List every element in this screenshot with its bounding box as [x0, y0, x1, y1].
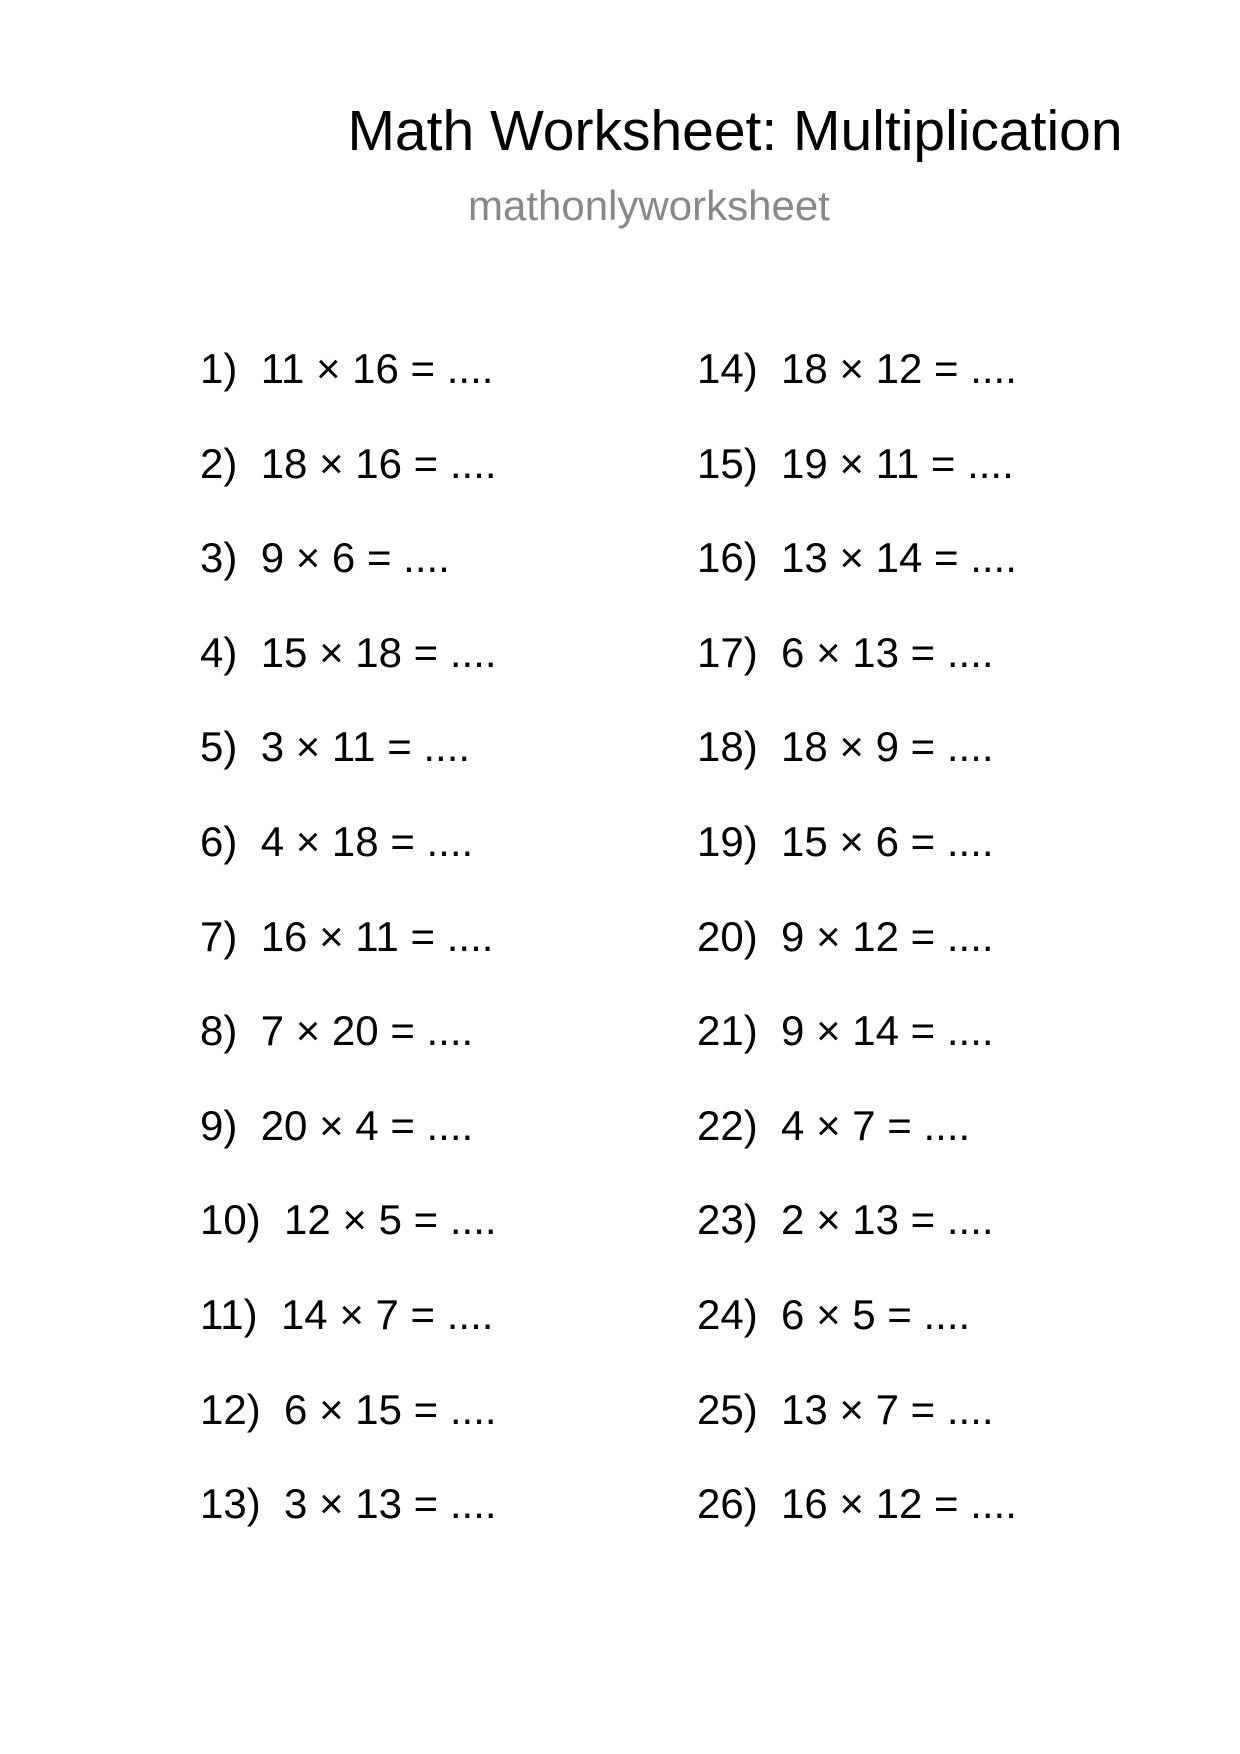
problem-item	[200, 1384, 680, 1479]
problem-item	[697, 1384, 1177, 1479]
problem-number: 7)	[200, 912, 238, 960]
problem-expression: 15 × 6 = ....	[781, 817, 994, 865]
problem-item	[697, 1005, 1177, 1100]
problem-item	[697, 438, 1177, 533]
problem-expression: 9 × 6 = ....	[260, 534, 450, 582]
problem-item	[200, 532, 680, 627]
problem-expression: 18 × 9 = ....	[781, 723, 994, 771]
problem-number: 23)	[697, 1196, 758, 1244]
problem-expression: 9 × 14 = ....	[781, 1007, 994, 1055]
problem-item	[200, 1478, 680, 1573]
problem-number: 9)	[200, 1101, 238, 1149]
problem-number: 12)	[200, 1385, 261, 1433]
problem-number: 10)	[200, 1196, 261, 1244]
problem-item	[697, 1478, 1177, 1573]
problem-item	[697, 1100, 1177, 1195]
problem-expression: 3 × 13 = ....	[284, 1480, 497, 1528]
problem-item	[697, 911, 1177, 1006]
problem-item	[697, 532, 1177, 627]
problem-expression: 7 × 20 = ....	[260, 1007, 474, 1055]
problem-expression: 9 × 12 = ....	[781, 912, 994, 960]
problem-item	[200, 911, 680, 1006]
problem-column-left	[200, 343, 680, 1573]
problem-item	[200, 1005, 680, 1100]
problem-expression: 6 × 15 = ....	[284, 1385, 497, 1433]
problem-number: 18)	[697, 723, 758, 771]
problem-number: 17)	[697, 628, 758, 676]
problem-item	[697, 816, 1177, 911]
problem-number: 4)	[200, 628, 238, 676]
problem-item	[200, 1289, 680, 1384]
problem-number: 20)	[697, 912, 758, 960]
problem-expression: 16 × 12 = ....	[781, 1480, 1017, 1528]
problem-column-right	[697, 343, 1177, 1573]
problem-item	[200, 343, 680, 438]
problem-number: 15)	[697, 439, 758, 487]
problem-item	[200, 1194, 680, 1289]
problem-number: 24)	[697, 1290, 758, 1338]
problem-item	[200, 438, 680, 533]
problem-number: 8)	[200, 1007, 238, 1055]
problem-number: 6)	[200, 817, 238, 865]
problem-number: 16)	[697, 534, 758, 582]
problem-expression: 3 × 11 = ....	[260, 723, 471, 771]
problem-number: 22)	[697, 1101, 758, 1149]
problem-expression: 11 × 16 = ....	[260, 345, 494, 392]
problem-item	[200, 627, 680, 722]
problem-number: 13)	[200, 1480, 261, 1528]
problem-expression: 18 × 16 = ....	[260, 439, 497, 487]
problem-expression: 13 × 14 = ....	[781, 534, 1017, 582]
problem-item	[200, 721, 680, 816]
problem-item	[200, 1100, 680, 1195]
problem-number: 2)	[200, 439, 238, 487]
page-title: Math Worksheet: Multiplication	[347, 99, 1123, 163]
problem-number: 1)	[200, 345, 238, 392]
problem-expression: 14 × 7 = ....	[280, 1290, 494, 1338]
problem-item	[697, 721, 1177, 816]
problem-expression: 16 × 11 = ....	[260, 912, 494, 960]
problem-number: 19)	[697, 817, 758, 865]
problem-number: 21)	[697, 1007, 758, 1055]
problem-number: 26)	[697, 1480, 758, 1528]
problem-expression: 20 × 4 = ....	[260, 1101, 474, 1149]
problem-expression: 4 × 18 = ....	[260, 817, 474, 865]
problem-item	[697, 627, 1177, 722]
subtitle: mathonlyworksheet	[468, 182, 830, 229]
problem-expression: 2 × 13 = ....	[781, 1196, 994, 1244]
problem-item	[697, 1194, 1177, 1289]
problem-number: 14)	[697, 345, 758, 392]
problem-number: 25)	[697, 1385, 758, 1433]
problem-expression: 12 × 5 = ....	[284, 1196, 497, 1244]
problem-item	[200, 816, 680, 911]
problem-number: 3)	[200, 534, 238, 582]
problem-item	[697, 1289, 1177, 1384]
problem-number: 11)	[200, 1290, 258, 1338]
problem-expression: 13 × 7 = ....	[781, 1385, 994, 1433]
problem-expression: 18 × 12 = ....	[781, 345, 1017, 392]
problem-expression: 4 × 7 = ....	[781, 1101, 971, 1149]
problem-number: 5)	[200, 723, 238, 771]
problem-expression: 15 × 18 = ....	[260, 628, 497, 676]
problem-item	[697, 343, 1177, 438]
problem-expression: 6 × 13 = ....	[781, 628, 994, 676]
problem-expression: 19 × 11 = ....	[781, 439, 1014, 487]
problem-expression: 6 × 5 = ....	[781, 1290, 971, 1338]
